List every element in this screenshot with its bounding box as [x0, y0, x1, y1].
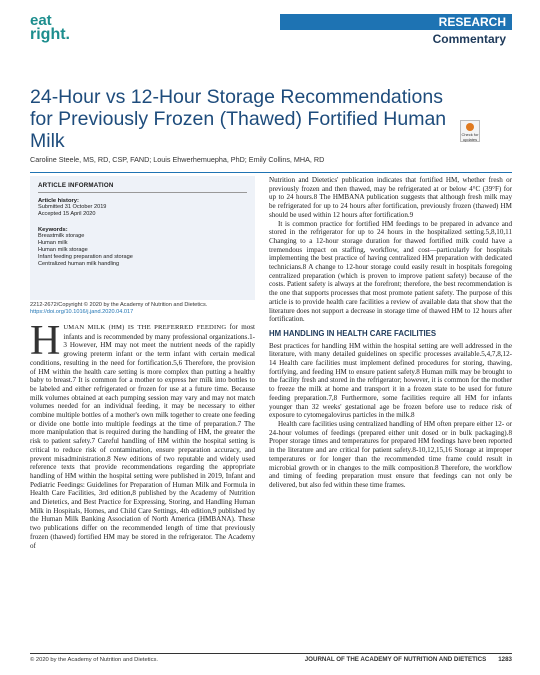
- article-title: 24-Hour vs 12-Hour Storage Recommendations for Previously Frozen (Thawed) Fortified Human Milk: [30, 86, 447, 152]
- keyword-item: Infant feeding preparation and storage: [38, 254, 133, 260]
- doi-link[interactable]: https://doi.org/10.1016/j.jand.2020.04.017: [30, 309, 134, 315]
- body-paragraph: It is common practice for fortified HM feedings to be prepared in advance and stored in the refrigerator for up to 24 hours in the hospitalized setting.5,8,10,11 Changing to a 12-hour storage duration for thawed fortified milk could have a tremendous impact on staffing, workflow, and cost—particularly for hospitals implementing the best practice of having centralized HM preparation with dedicated technicians.8 A change to 12-hour storage could easily result in hospitals foregoing centralized preparation (which is proven to improve patient safety) because of the costs. Patient safety is always at the forefront; therefore, the best recommendation is the one that supports processes that most promote patient safety. The purpose of this article is to provide health care facilities a review of available data that show that the literature does not support a decrease in storage time of thawed HM to 12 hours after fortification.: [269, 219, 512, 324]
- info-divider: [38, 192, 247, 193]
- section-heading: HM HANDLING IN HEALTH CARE FACILITIES: [269, 328, 437, 338]
- header-divider: [30, 172, 512, 173]
- keywords-label: Keywords:: [38, 227, 68, 233]
- body-column-right: [269, 176, 512, 490]
- badge-text: Check for updates: [461, 132, 479, 142]
- accepted-date: Accepted 15 April 2020: [38, 211, 96, 217]
- keyword-item: Centralized human milk handling: [38, 261, 120, 267]
- section-label: RESEARCH: [280, 14, 512, 30]
- author-list: Caroline Steele, MS, RD, CSP, FAND; Louis Ehwerhemuepha, PhD; Emily Collins, MHA, RD: [30, 155, 325, 164]
- section-header: [280, 14, 512, 46]
- logo-line-1: eat: [30, 12, 52, 29]
- update-icon: [466, 123, 474, 131]
- submitted-date: Submitted 31 October 2019: [38, 204, 107, 210]
- footer-copyright: © 2020 by the Academy of Nutrition and Dietetics.: [30, 657, 159, 663]
- body-paragraph: Nutrition and Dietetics' publication indicates that fortified HM, whether fresh or previously frozen and then thawed, may be refrigerated at or below 4°C (39°F) for up to 24 hours.8 The HMBANA publication suggests that although fresh milk may be refrigerated for up to 24 hours after fortification, previously frozen (thawed) HM should be used within 12 hours after fortification.9: [269, 176, 512, 219]
- footer-divider: [30, 653, 512, 654]
- eatright-logo: [30, 14, 76, 42]
- body-column-left: [30, 318, 255, 550]
- keyword-item: Human milk storage: [38, 247, 88, 253]
- article-info-heading: ARTICLE INFORMATION: [38, 182, 114, 189]
- logo-line-2: right.: [30, 25, 70, 43]
- paragraph-text: for most infants and is recommended by many professional organizations.1-3 However, HM may not meet the nutrient needs of the rapidly growing preterm infant or the term infant with certain medical conditions, resulting in the need for fortification.5,6 Therefore, the provision of HM within the health care setting is more complex than putting a healthy baby to breast.7 It is common for a mother to express her milk into bottles to be labeled and either refrigerated or frozen for use at a future time. Because milk volumes obtained at each pumping session may vary and may not match volumes needed for an individual feeding, it may be necessary to either combine multiple bottles of a mother's own milk together to create one feeding or divide one bottle into multiple feedings at the time of preparation.7 The more manipulation that is required during the handling of HM, the greater the risk to patient safety.7 Careful handling of HM within the hospital setting is critical to reduce risk of contamination, ensure preparation accuracy, and prevent misadministration.8 New editions of two reputable and widely used reference texts that provide recommendations regarding the appropriate handling of HM within the hospital setting were published in 2019, Infant and Pediatric Feedings: Guidelines for Preparation of Human Milk and Formula in Health Care Facilities, 3rd edition,8 published by the Academy of Nutrition and Dietetics, and Best Practice for Expressing, Storing, and Handling Human Milk in Hospitals, Homes, and Child Care Settings, 4th edition,9 published by the Human Milk Banking Association of North America (HMBANA). These two publications differ on the recommended length of time that previously frozen (thawed) fortified HM may be stored in the refrigerator. The Academy of: [30, 323, 255, 550]
- footer-journal: [305, 656, 512, 663]
- article-information-box: [30, 176, 255, 300]
- drop-cap: H: [30, 318, 61, 364]
- body-paragraph: Best practices for handling HM within the hospital setting are well addressed in the literature, with many detailed guidelines on specific processes available.5,4,7,8,12-14 Health care facilities must implement defined procedures for storing, thawing, fortifying, and feeding HM to ensure patient safety.8 Human milk may be brought to the facility fresh and stored in the refrigerator; however, it is common for the mother to freeze the milk at home and transport it in a frozen state to be used for future feeding preparation.7,8 Furthermore, some facilities require all HM for infants younger than 32 weeks' gestational age be frozen before use to reduce risk of exposure to cytomegalovirus particles in the milk.8: [269, 341, 512, 420]
- lead-text: UMAN MILK (HM) IS THE PREFERRED FEEDING: [63, 324, 227, 331]
- journal-name: JOURNAL OF THE ACADEMY OF NUTRITION AND DIETETICS: [304, 656, 487, 663]
- body-paragraph: [30, 318, 255, 550]
- copyright-line: 2212-2672/Copyright © 2020 by the Academy of Nutrition and Dietetics.: [30, 302, 208, 308]
- check-for-updates-badge[interactable]: [460, 120, 480, 142]
- page-number: 1283: [498, 656, 512, 663]
- article-history-label: Article history:: [38, 198, 79, 204]
- section-sublabel: Commentary: [432, 32, 506, 46]
- keyword-item: Human milk: [38, 240, 68, 246]
- keyword-item: Breastmilk storage: [38, 233, 85, 239]
- body-paragraph: Health care facilities using centralized handling of HM often prepare either 12- or 24-hour volumes of feedings (prepared either unit dosed or in bulk packaging).8 Proper storage times and temperatures for prepared HM feedings have been reported in the literature and are critical for patient safety.8-10,12,15,16 Storage at improper temperatures or for longer than the recommended time frame could result in microbial growth or in changes to the milk composition.8 Therefore, the workflow and timing of feeding preparation must ensure that feedings can not only be delivered, but also fed within these time frames.: [269, 419, 512, 489]
- copyright-block: [30, 302, 255, 316]
